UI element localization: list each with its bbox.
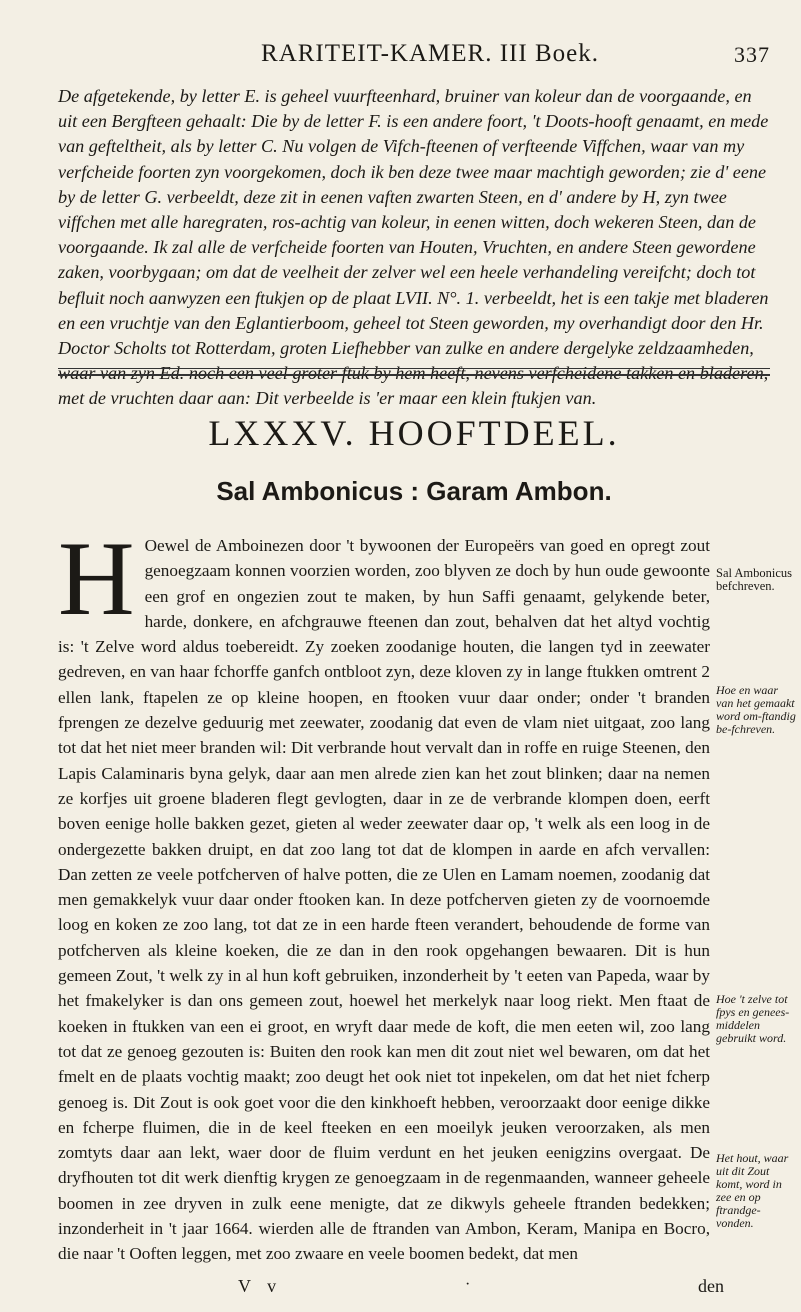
catchword: den — [698, 1276, 724, 1296]
drop-cap: H — [58, 520, 135, 637]
margin-note: Het hout, waar uit dit Zout komt, word in zee en op ftrandge-vonden. — [716, 1151, 789, 1230]
signature-mark: V v — [238, 1276, 283, 1296]
chapter-subtitle: Sal Ambonicus : Garam Ambon. — [216, 476, 612, 506]
continuation-paragraph: De afgetekende, by letter E. is geheel vuurfteenhard, bruiner van koleur dan de voorgaande, en uit een Bergfteen gehaalt: Die by de letter F. is een andere foort, 't Doots-hooft genaamt, en mede van gefteltheit, als by letter C. Nu volgen de Vifch-fteenen of verfteende Viffchen, waar van my verfcheide foorten zyn voorgekomen, doch ik ben deze twee maar machtigh geworden; zie d' eene by de letter G. verbeeldt, deze zit in eenen vaften zwarten Steen, en d' andere by H, zyn twee viffchen met alle haregraten, ros-achtig van koleur, in eenen witten, doch wekeren Steen, dan de voorgaande. Ik zal alle de verfcheide foorten van Houten, Vruchten, en andere Steen gewordene zaken, voorbygaan; om dat de veelheit der zelver wel een heele verhandeling vereifcht; doch tot befluit noch aanwyzen een ftukjen op de plaat LVII. N°. 1. verbeeldt, het is een takje met bladeren en een vruchtje van den Eglantierboom, geheel tot Steen geworden, my overhandigt door den Hr. Doctor Scholts tot Rotterdam, groten Liefhebber van zulke en andere dergelyke zeldzaamheden, waar van zyn Ed. noch een veel groter ftuk by hem heeft, nevens verfcheidene takken en bladeren, met de vruchten daar aan: Dit verbeelde is 'er maar een klein ftukjen van. — [58, 86, 769, 409]
footer-dot: · — [465, 1276, 471, 1293]
chapter-title: LXXXV. HOOFTDEEL. — [208, 413, 620, 453]
separator-rule-thick — [58, 374, 770, 376]
margin-note: Hoe en waar van het gemaakt word om-ftandig be-fchreven. — [716, 683, 796, 736]
chapter-body — [58, 520, 710, 1267]
chapter-body-text: Oewel de Amboinezen door 't bywoonen der Europeërs van goed en opregt zout genoegzaam konnen voorzien worden, zoo blyven ze doch by hun oude gewoonte een grof en ongezien zout te maken, by hun Saffi genaamt, gelykende beter, harde, donkere, en afchgrauwe fteenen dan zout, behalven dat het altyd vochtig is: 't Zelve word aldus toebereidt. Zy zoeken zoodanige houten, die langen tyd in zeewater gedreven, en van haar fchorffe ganfch ontbloot zyn, deze kloven zy in lange ftukken omtrent 2 ellen lank, ftapelen ze op kleine hoopen, en ftooken vuur daar onder; onder 't branden fprengen ze dezelve geduurig met zeewater, zoodanig dat even de vlam niet uitgaat, zoo lang tot dat het niet meer branden wil: Dit verbrande hout vervalt dan in roffe en ruige Steenen, den Lapis Calaminaris byna gelyk, daar aan men alrede zien kan het zout blinken; daar na nemen ze korfjes uit groene bladeren flegt gevlogten, daar in ze de verbrande klompen doen, eerft boven eenige holle bakken gezet, gieten al weder zeewater daar op, 't welk als een loog in de ondergezette bakken druipt, en dat zoo lang tot dat de klompen in aarde en afch vervallen: Dan zetten ze veele potfcherven of halve potten, die ze Ulen en Lamam noemen, zoodanig dat men gemakkelyk vuur daar onder ftooken kan. In deze potfcherven gieten zy de voornoemde loog en koken ze zoo lang, tot dat ze in een harde fteen verandert, behoudende de forme van potfcherven als kleine koeken, die ze dan in den rook opgehangen bewaaren. Dit is hun gemeen Zout, 't welk zy in al hun koft gebruiken, inzonderheit by 't eeten van Papeda, waar by het fmakelyker is dan ons gemeen zout, hoewel het merkelyk naar loog riekt. Men ftaat de koeken in ftukken van een ei groot, en wryft daar mede de koft, die men eeten wil, zoo lang tot dat ze genoeg gezouten is: Buiten den rook kan men dit zout niet wel bewaren, om dat het fmelt en de plaats vochtig maakt; zoo deugt het ook niet tot inpekelen, om dat het niet fcherp genoeg is. Dit Zout is ook goet voor die den kinkhoeft hebben, veroorzaakt door eenige dikke en fcherpe fluimen, die in de keel fteeken en een moeilyk jeuken veroorzaken, als men zomtyts daar aan lekt, waer door de fluim verdunt en het jeuken eenigzins overgaat. De dryfhouten tot dit werk dienftig krygen ze genoegzaam in de regenmaanden, wanneer geheele boomen in zee dryven in zulk eene menigte, dat ze dikwyls geheele ftranden bedekken; inzonderheit in 't jaar 1664. wierden alle de ftranden van Ambon, Keram, Manipa en Bocro, die naar 't Ooften leggen, met zoo zwaare en veele boomen bedekt, dat men — [58, 536, 710, 1264]
margin-note: Sal Ambonicus befchreven. — [716, 566, 793, 593]
running-title: RARITEIT-KAMER. III Boek. — [261, 40, 599, 67]
page-number: 337 — [734, 42, 770, 67]
margin-note: Hoe 't zelve tot fpys en genees-middelen gebruikt word. — [716, 992, 790, 1045]
separator-rule — [58, 368, 770, 369]
running-head — [90, 40, 770, 68]
